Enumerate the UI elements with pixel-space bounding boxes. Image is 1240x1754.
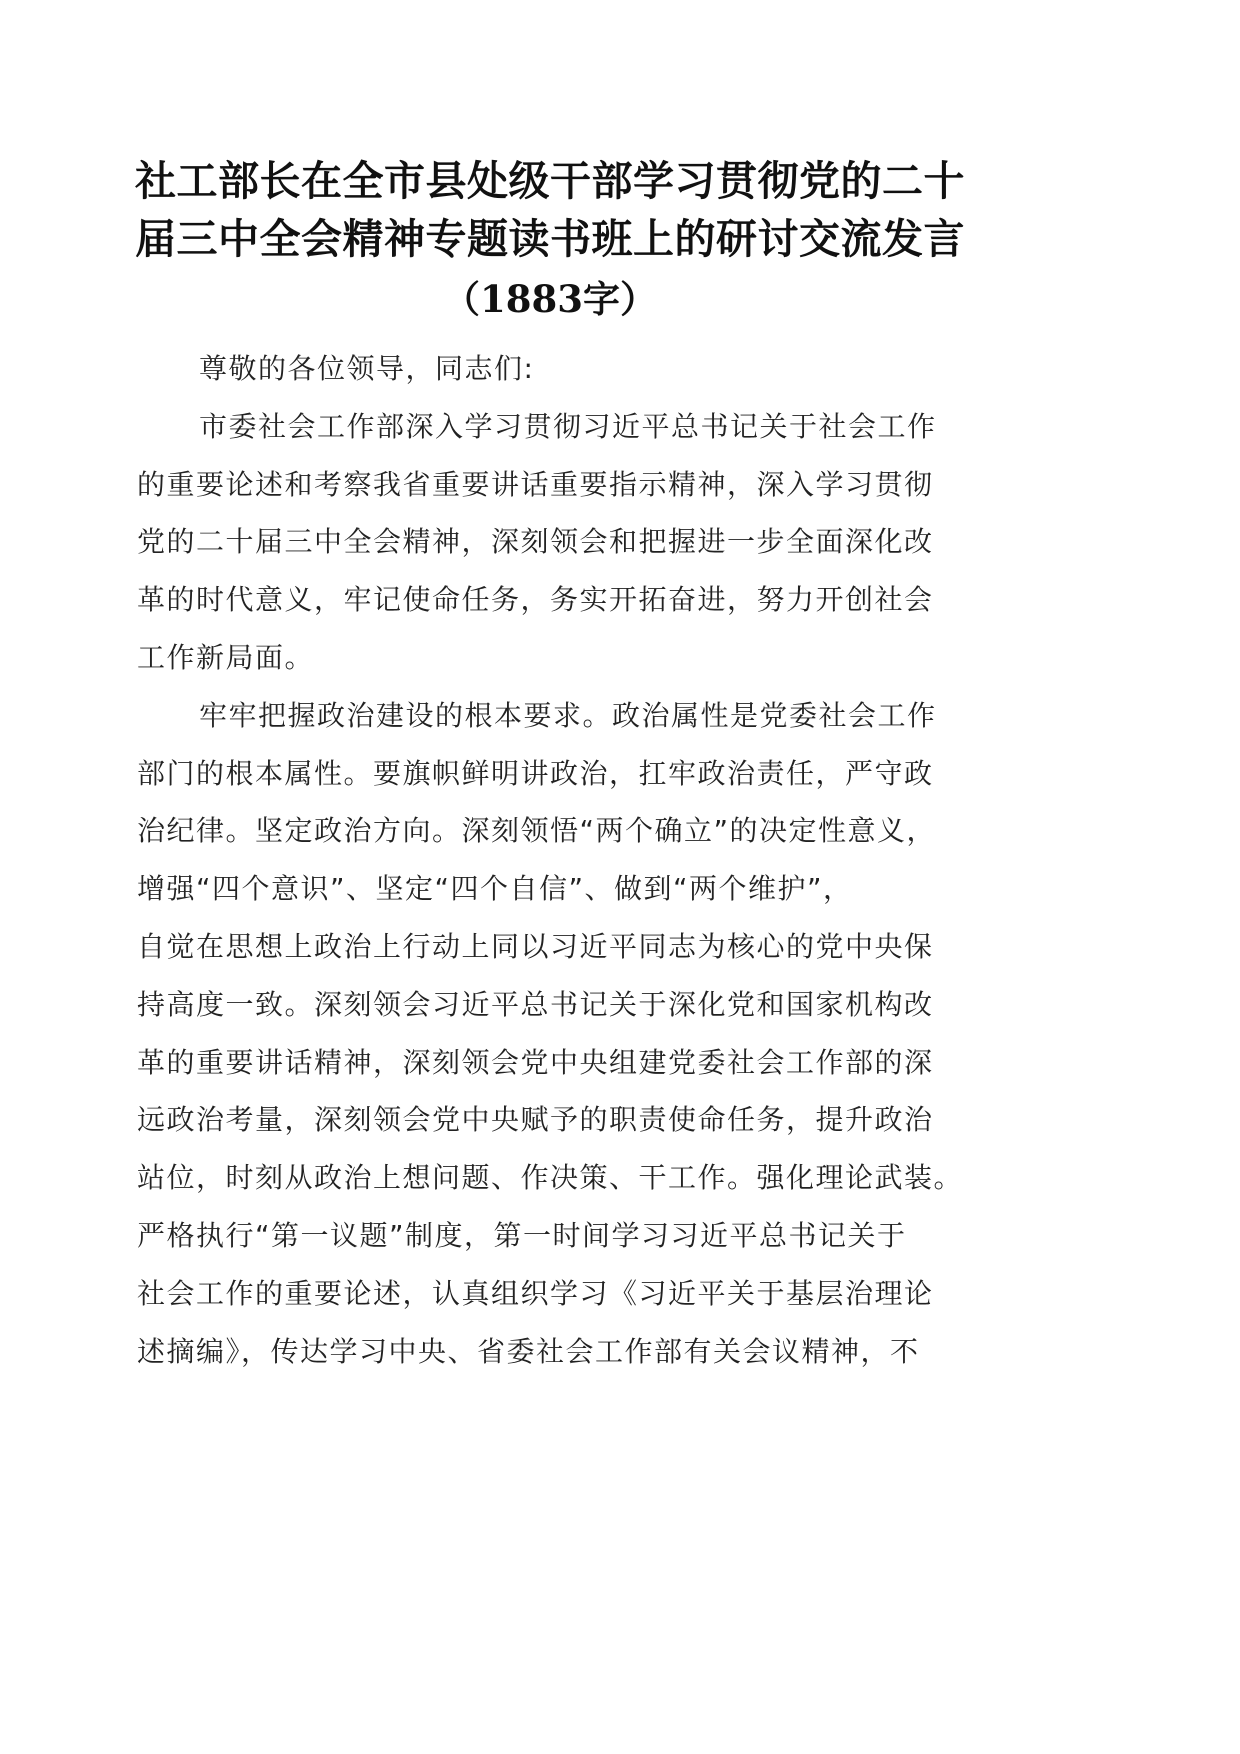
paragraph-1 — [137, 398, 969, 687]
paragraph-line: 革的重要讲话精神，深刻领会党中央组建党委社会工作部的深 — [137, 1045, 934, 1079]
paragraph-line: 站位，时刻从政治上想问题、作决策、干工作。强化理论武装。 — [137, 1161, 964, 1195]
paragraph-line: 革的时代意义，牢记使命任务，务实开拓奋进，努力开创社会 — [137, 583, 934, 617]
document-title — [120, 152, 980, 328]
salutation: 尊敬的各位领导，同志们: — [199, 352, 535, 385]
paragraph-line: 的重要论述和考察我省重要讲话重要指示精神，深入学习贯彻 — [137, 467, 934, 501]
paragraph-line: 远政治考量，深刻领会党中央赋予的职责使命任务，提升政治 — [137, 1103, 934, 1137]
word-count: （1883字） — [443, 277, 657, 321]
paragraph-line: 党的二十届三中全会精神，深刻领会和把握进一步全面深化改 — [137, 525, 934, 559]
paragraph-line: 牢牢把握政治建设的根本要求。政治属性是党委社会工作 — [199, 698, 937, 732]
paragraph-line: 增强“四个意识”、坚定“四个自信”、做到“两个维护”， — [137, 872, 853, 906]
title-line-1: 社工部长在全市县处级干部学习贯彻党的二十 — [135, 157, 965, 205]
paragraph-2 — [137, 687, 969, 1381]
paragraph-line: 自觉在思想上政治上行动上同以习近平同志为核心的党中央保 — [137, 929, 934, 963]
paragraph-line: 市委社会工作部深入学习贯彻习近平总书记关于社会工作 — [199, 409, 937, 443]
paragraph-line: 持高度一致。深刻领会习近平总书记关于深化党和国家机构改 — [137, 987, 934, 1021]
paragraph-line: 述摘编》，传达学习中央、省委社会工作部有关会议精神，不 — [137, 1334, 920, 1368]
paragraph-line: 严格执行“第一议题”制度，第一时间学习习近平总书记关于 — [137, 1218, 907, 1252]
paragraph-line: 工作新局面。 — [137, 640, 315, 674]
title-line-2: 届三中全会精神专题读书班上的研讨交流发言 — [135, 215, 965, 263]
document-body — [137, 340, 969, 1380]
paragraph-line: 治纪律。坚定政治方向。深刻领悟“两个确立”的决定性意义， — [137, 814, 937, 848]
paragraph-line: 社会工作的重要论述，认真组织学习《习近平关于基层治理论 — [137, 1276, 934, 1310]
paragraph-line: 部门的根本属性。要旗帜鲜明讲政治，扛牢政治责任，严守政 — [137, 756, 934, 790]
